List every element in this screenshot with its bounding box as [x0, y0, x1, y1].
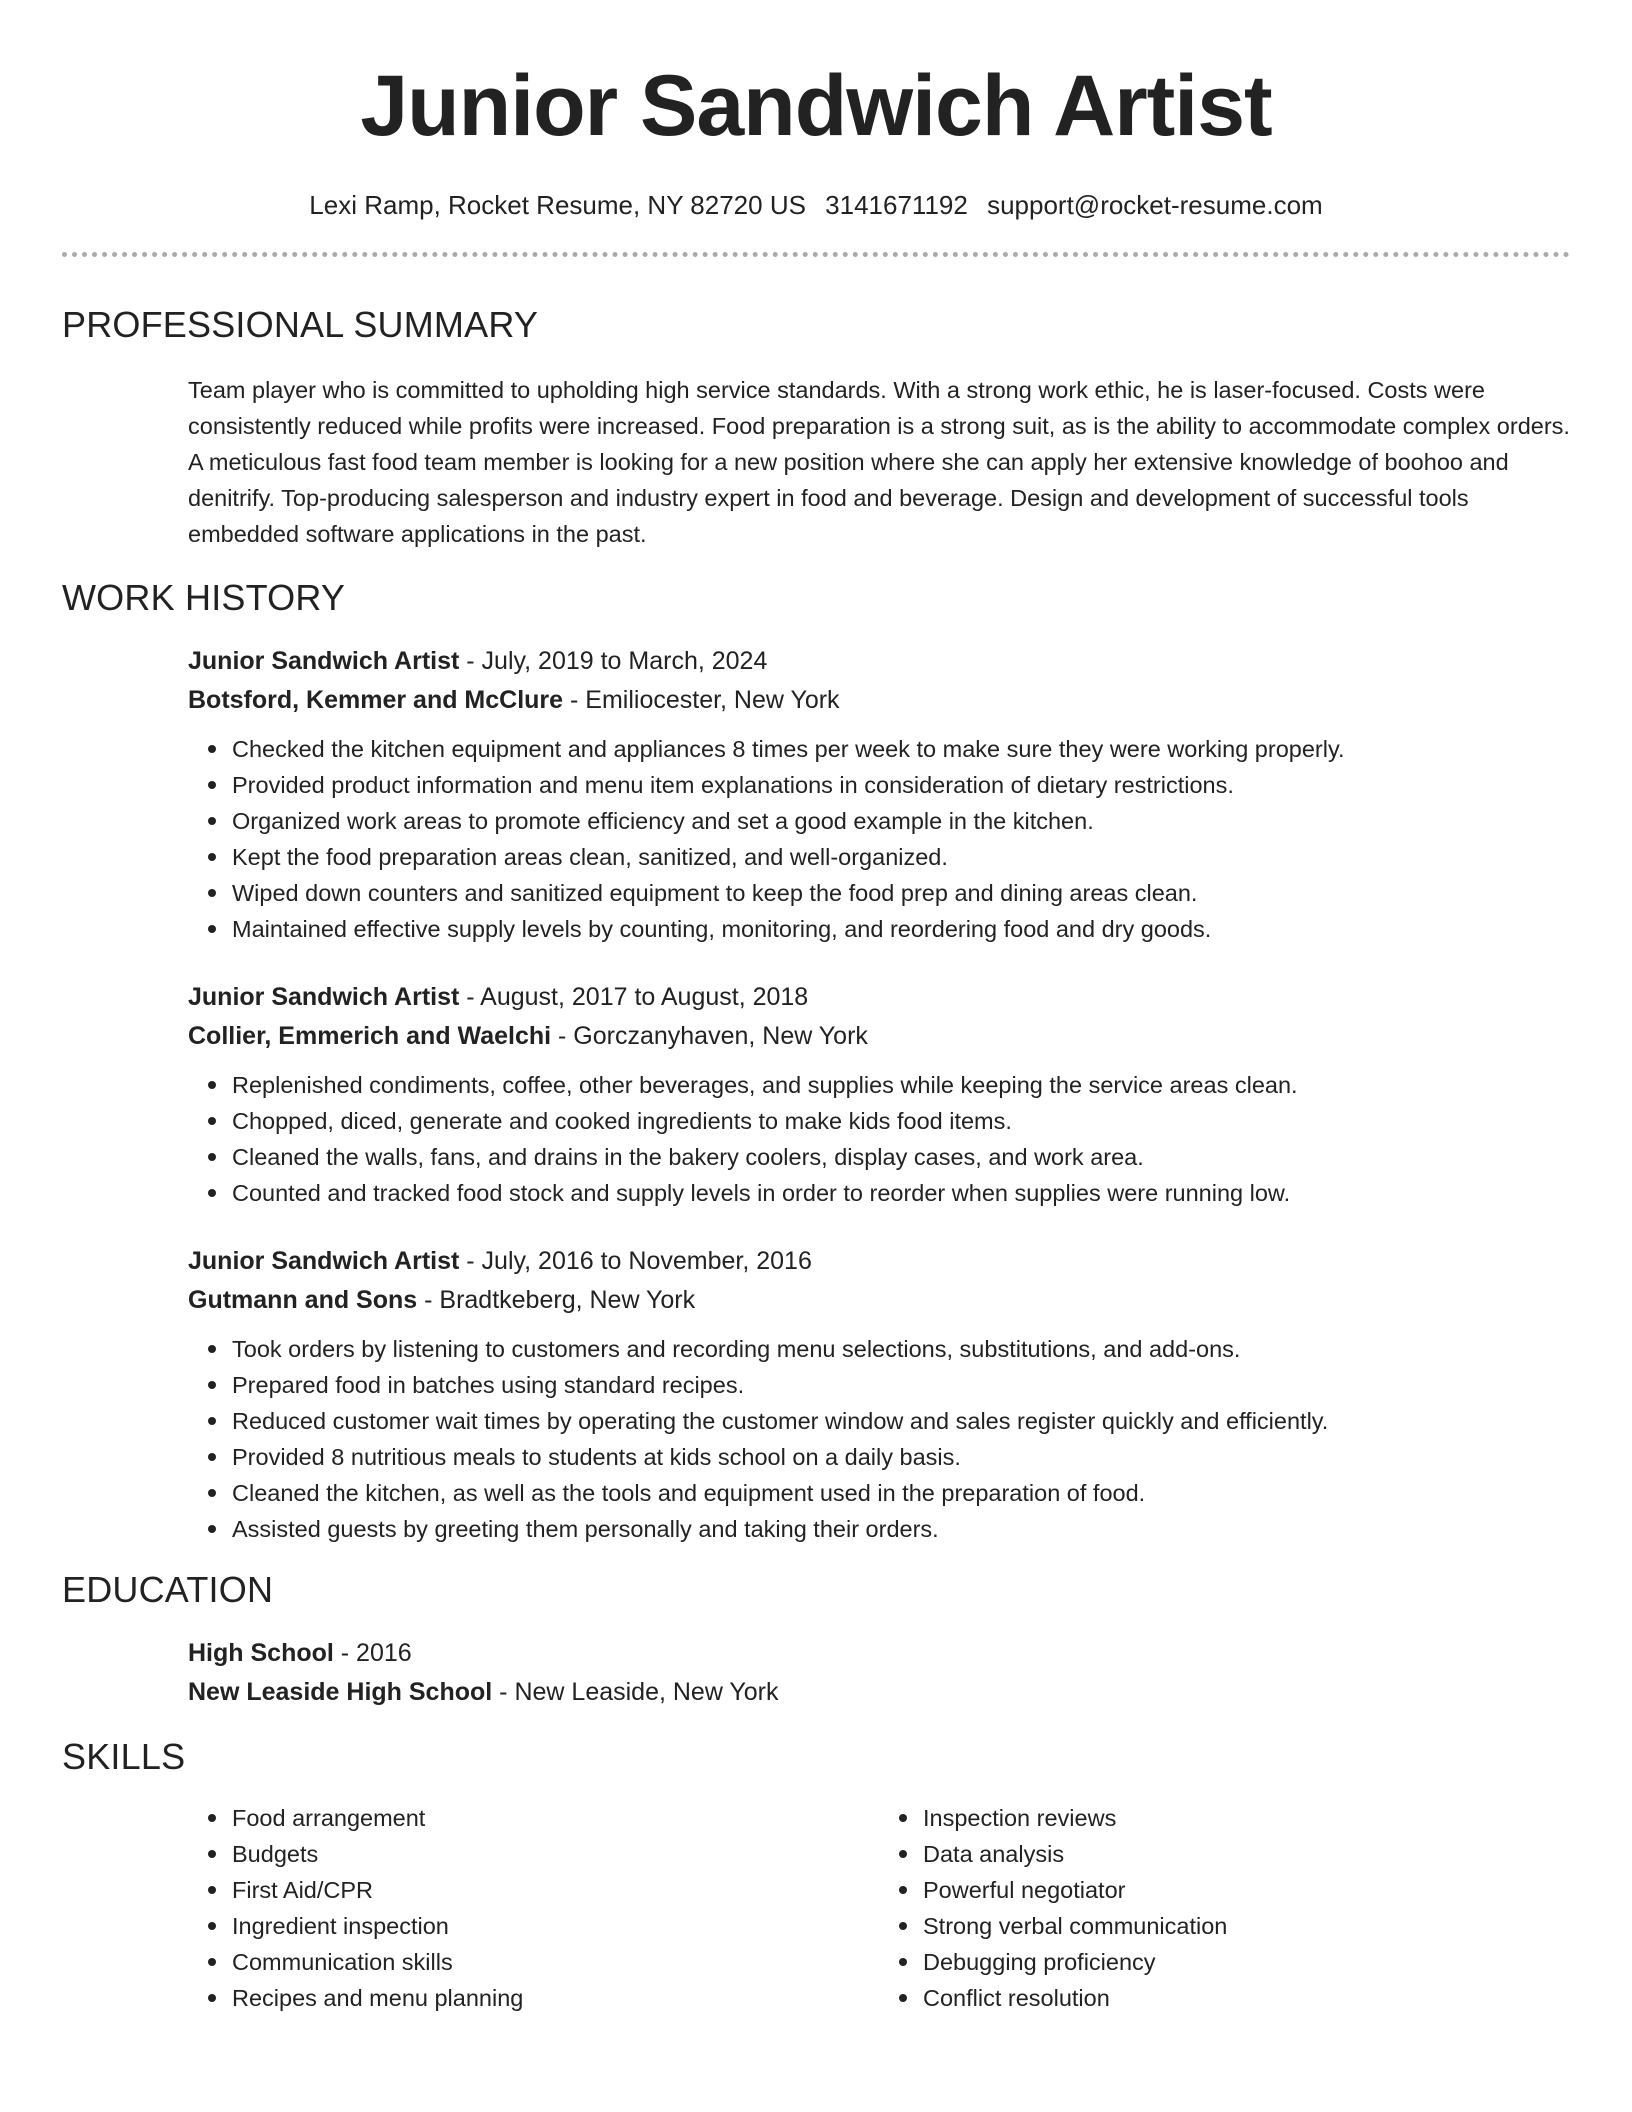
work-history-title: WORK HISTORY — [62, 577, 346, 618]
job-bullet: Provided product information and menu item explanations in consideration of dietary restrictions. — [232, 767, 1570, 803]
skill-item: Recipes and menu planning — [232, 1980, 879, 2016]
job-company: Botsford, Kemmer and McClure — [188, 686, 564, 714]
skill-item: Strong verbal communication — [923, 1908, 1570, 1944]
skill-item: Communication skills — [232, 1944, 879, 1980]
skill-item: First Aid/CPR — [232, 1872, 879, 1908]
job-dates: - August, 2017 to August, 2018 — [459, 983, 809, 1011]
skills-list-right — [879, 1800, 1570, 2016]
job-bullet: Cleaned the walls, fans, and drains in the bakery coolers, display cases, and work area. — [232, 1139, 1570, 1175]
job-bullet: Organized work areas to promote efficiency and set a good example in the kitchen. — [232, 803, 1570, 839]
summary-text: Team player who is committed to upholding high service standards. With a strong work ethic, he is laser-focused. Costs were consistently reduced while profits were increased. Food preparation is a strong suit, as is the ability to accommodate complex orders. A meticulous fast food team member is looking for a new position where she can apply her extensive knowledge of boohoo and denitrify. Top-producing salesperson and industry expert in food and beverage. Design and development of successful tools embedded software applications in the past. — [188, 377, 1570, 547]
job-bullet: Assisted guests by greeting them personally and taking their orders. — [232, 1511, 1570, 1547]
job-bullet: Prepared food in batches using standard recipes. — [232, 1367, 1570, 1403]
job-role-line — [188, 1242, 1570, 1281]
job-bullet: Maintained effective supply levels by counting, monitoring, and reordering food and dry goods. — [232, 911, 1570, 947]
job-bullet: Cleaned the kitchen, as well as the tools and equipment used in the preparation of food. — [232, 1475, 1570, 1511]
job-dates: - July, 2016 to November, 2016 — [459, 1247, 812, 1275]
job-role-line — [188, 978, 1570, 1017]
job-bullet: Kept the food preparation areas clean, sanitized, and well-organized. — [232, 839, 1570, 875]
job-bullet: Wiped down counters and sanitized equipment to keep the food prep and dining areas clean. — [232, 875, 1570, 911]
header-divider — [62, 252, 1570, 257]
skill-item: Conflict resolution — [923, 1980, 1570, 2016]
skills-section — [62, 1735, 1570, 2016]
job-bullet: Reduced customer wait times by operating the customer window and sales register quickly and efficiently. — [232, 1403, 1570, 1439]
job-bullet: Took orders by listening to customers and recording menu selections, substitutions, and add-ons. — [232, 1331, 1570, 1367]
skills-title: SKILLS — [62, 1736, 186, 1777]
job-role: Junior Sandwich Artist — [188, 983, 460, 1011]
job-entry — [188, 978, 1570, 1211]
contact-line — [62, 188, 1570, 222]
job-bullets — [188, 1067, 1570, 1211]
skill-item: Budgets — [232, 1836, 879, 1872]
job-company-line — [188, 1281, 1570, 1320]
job-bullet: Counted and tracked food stock and supply levels in order to reorder when supplies were running low. — [232, 1175, 1570, 1211]
education-degree-line — [188, 1634, 1570, 1673]
skill-item: Inspection reviews — [923, 1800, 1570, 1836]
education-school-line — [188, 1673, 1570, 1712]
skills-list-left — [188, 1800, 879, 2016]
job-location: - Gorczanyhaven, New York — [551, 1022, 868, 1050]
job-location: - Bradtkeberg, New York — [417, 1286, 696, 1314]
job-company-line — [188, 1017, 1570, 1056]
job-company: Gutmann and Sons — [188, 1286, 418, 1314]
summary-section — [62, 303, 1570, 552]
contact-phone: 3141671192 — [825, 190, 968, 220]
education-title: EDUCATION — [62, 1569, 274, 1610]
job-role: Junior Sandwich Artist — [188, 1247, 460, 1275]
education-location: - New Leaside, New York — [492, 1678, 779, 1706]
skills-grid — [188, 1800, 1570, 2016]
education-year: - 2016 — [333, 1639, 412, 1667]
job-bullets — [188, 731, 1570, 947]
education-school: New Leaside High School — [188, 1678, 493, 1706]
skill-item: Powerful negotiator — [923, 1872, 1570, 1908]
summary-title: PROFESSIONAL SUMMARY — [62, 304, 539, 345]
skill-item: Data analysis — [923, 1836, 1570, 1872]
job-role: Junior Sandwich Artist — [188, 647, 460, 675]
contact-address: Lexi Ramp, Rocket Resume, NY 82720 US — [309, 190, 806, 220]
job-company: Collier, Emmerich and Waelchi — [188, 1022, 552, 1050]
resume-header — [62, 0, 1570, 257]
job-entry — [188, 642, 1570, 947]
education-section — [62, 1568, 1570, 1712]
skill-item: Food arrangement — [232, 1800, 879, 1836]
work-history-section — [62, 576, 1570, 1547]
job-bullet: Checked the kitchen equipment and appliances 8 times per week to make sure they were working properly. — [232, 731, 1570, 767]
job-bullet: Replenished condiments, coffee, other beverages, and supplies while keeping the service areas clean. — [232, 1067, 1570, 1103]
contact-email: support@rocket-resume.com — [987, 190, 1323, 220]
skill-item: Debugging proficiency — [923, 1944, 1570, 1980]
job-entry — [188, 1242, 1570, 1547]
job-bullets — [188, 1331, 1570, 1547]
job-role-line — [188, 642, 1570, 681]
job-location: - Emiliocester, New York — [563, 686, 840, 714]
job-bullet: Provided 8 nutritious meals to students at kids school on a daily basis. — [232, 1439, 1570, 1475]
job-company-line — [188, 681, 1570, 720]
job-bullet: Chopped, diced, generate and cooked ingredients to make kids food items. — [232, 1103, 1570, 1139]
resume-name: Junior Sandwich Artist — [360, 58, 1272, 154]
education-degree: High School — [188, 1639, 334, 1667]
skill-item: Ingredient inspection — [232, 1908, 879, 1944]
job-dates: - July, 2019 to March, 2024 — [459, 647, 768, 675]
